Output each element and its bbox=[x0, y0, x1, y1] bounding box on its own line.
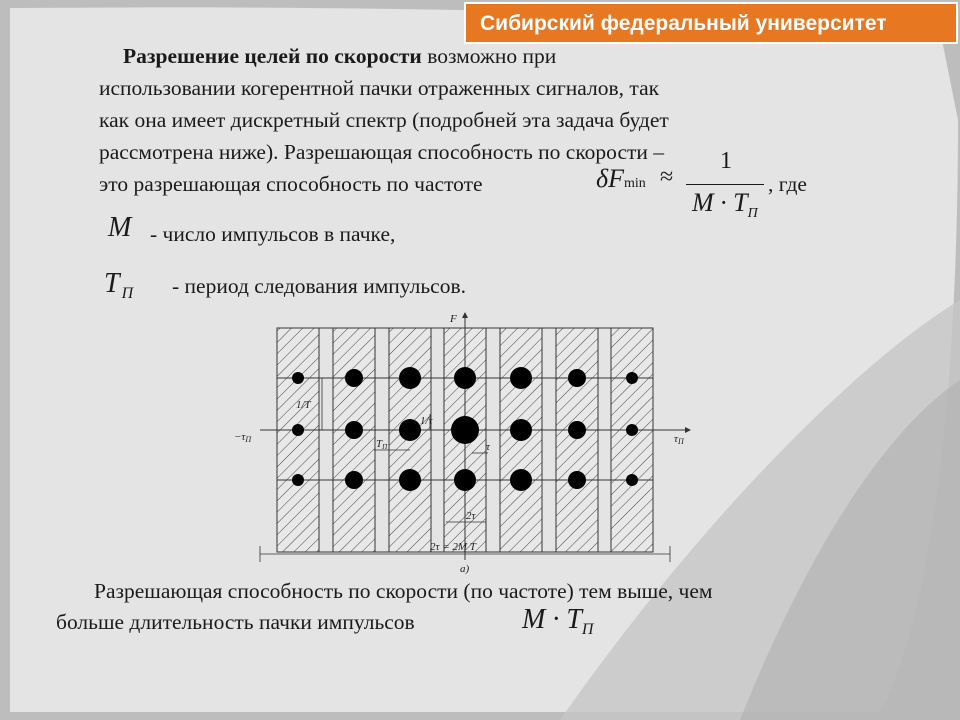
university-banner: Сибирский федеральный университет bbox=[464, 2, 958, 44]
label-t-period: TП bbox=[376, 438, 388, 451]
pulse-train-duration: $M \cdot T_П$ bbox=[522, 604, 594, 638]
label-2tau: 2τ bbox=[466, 510, 476, 522]
fraction-line bbox=[686, 184, 764, 185]
formula-numerator: 1 bbox=[720, 148, 732, 174]
spectrum-diagram bbox=[230, 310, 710, 580]
formula-approx: ≈ bbox=[660, 164, 674, 190]
t-symbol: T $_П$ bbox=[104, 268, 134, 302]
label-tau: τ bbox=[486, 441, 490, 453]
conclusion-paragraph bbox=[56, 576, 916, 638]
formula-suffix: , где bbox=[768, 172, 807, 196]
label-1-over-t: 1/T bbox=[296, 399, 311, 411]
f-axis-arrow bbox=[462, 312, 468, 318]
formula-lhs: δFmin bbox=[596, 164, 646, 193]
f-axis-label: F bbox=[450, 313, 457, 325]
m-symbol: M bbox=[108, 212, 132, 243]
para1-line2: использовании когерентной пачки отраженных сигналов, так bbox=[99, 76, 660, 100]
tau-axis-arrow bbox=[685, 427, 691, 433]
para2-line1: Разрешающая способность по скорости (по частоте) тем выше, чем bbox=[94, 579, 713, 603]
para1-line3: как она имеет дискретный спектр (подробней эта задача будет bbox=[99, 108, 669, 132]
t-definition: - период следования импульсов. bbox=[172, 274, 466, 298]
m-definition: - число импульсов в пачке, bbox=[150, 222, 396, 246]
label-1-over-tau: 1/τ bbox=[420, 415, 433, 427]
diagram-caption: а) bbox=[460, 563, 470, 575]
formula-denominator: $M \cdot T_П$ bbox=[692, 188, 758, 221]
resolution-formula bbox=[596, 148, 826, 224]
para1-line5: это разрешающая способность по частоте bbox=[99, 172, 483, 196]
tau-right-label: τП bbox=[674, 433, 684, 446]
bottom-dimension-label: 2τ = 2M T bbox=[430, 541, 476, 553]
line1-rest: возможно при bbox=[421, 44, 557, 68]
tau-left-label: −τП bbox=[234, 431, 252, 444]
para2-line2: больше длительность пачки импульсов bbox=[56, 610, 415, 634]
para1-line4: рассмотрена ниже). Разрешающая способность по скорости – bbox=[99, 140, 665, 164]
bold-lead: Разрешение целей по скорости bbox=[123, 44, 422, 68]
